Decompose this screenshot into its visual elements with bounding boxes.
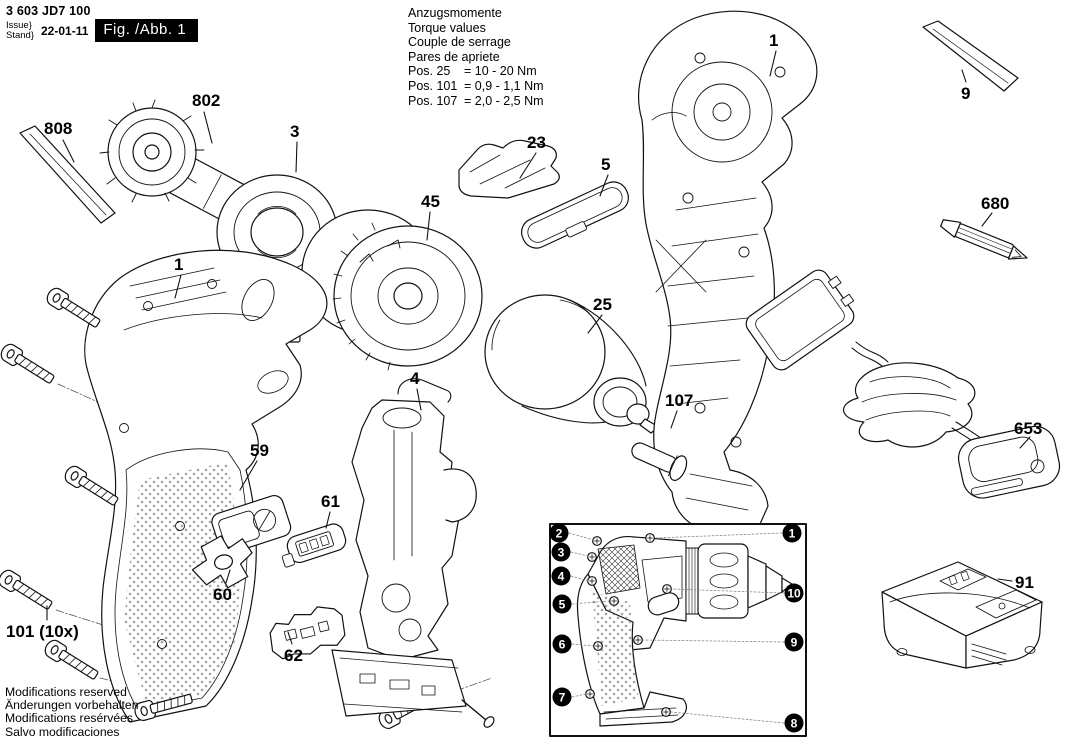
svg-text:4: 4 [557, 569, 565, 584]
figure-badge: Fig. /Abb. 1 [95, 19, 198, 42]
part-label-25: 25 [593, 295, 612, 314]
part-label-62: 62 [284, 646, 303, 665]
part-label-45: 45 [421, 192, 440, 211]
part-label-101: 101 (10x) [6, 622, 79, 641]
issue-date: 22-01-11 [41, 23, 89, 38]
torque-title-en: Torque values [408, 20, 486, 35]
modifications-note: Modifications reserved Änderungen vorbehalten Modifications resérvées Salvo modificaciones [5, 685, 139, 737]
svg-text:10: 10 [787, 586, 801, 601]
part-chuck-25 [485, 295, 659, 433]
part-label-91: 91 [1015, 573, 1034, 592]
callout-4 [552, 567, 571, 586]
part-label-23: 23 [527, 133, 546, 152]
title-block [6, 4, 198, 42]
part-label-59: 59 [250, 441, 269, 460]
part-gearbox-45 [302, 210, 482, 370]
part-label-61: 61 [321, 492, 340, 511]
callout-7 [553, 688, 572, 707]
svg-text:9: 9 [790, 635, 798, 650]
part-label-802: 802 [192, 91, 221, 110]
document-part-number: 3 603 JD7 100 [6, 4, 91, 18]
issue-stand-label: Issue} Stand} [6, 19, 34, 41]
callout-8 [785, 714, 804, 733]
svg-text:6: 6 [558, 637, 566, 652]
part-label-680: 680 [981, 194, 1010, 213]
svg-text:1: 1 [788, 526, 796, 541]
callout-10 [785, 584, 804, 603]
svg-text:2: 2 [555, 526, 563, 541]
torque-title-es: Pares de apriete [408, 49, 500, 64]
part-label-653: 653 [1014, 419, 1043, 438]
part-label-808: 808 [44, 119, 73, 138]
callout-6 [553, 635, 572, 654]
torque-note [408, 6, 544, 108]
svg-text:5: 5 [558, 597, 566, 612]
torque-title-de: Anzugsmomente [408, 6, 502, 20]
callout-2 [550, 524, 569, 543]
part-label-4: 4 [410, 369, 420, 388]
part-label-107: 107 [665, 391, 694, 410]
callout-3 [552, 543, 571, 562]
callout-1 [783, 524, 802, 543]
part-label-5: 5 [601, 155, 611, 174]
torque-entry: Pos. 25 = 10 - 20 Nm [408, 64, 537, 79]
part-chassis-4 [332, 379, 496, 729]
torque-entry: Pos. 107 = 2,0 - 2,5 Nm [408, 93, 544, 108]
torque-entry: Pos. 101 = 0,9 - 1,1 Nm [408, 78, 544, 93]
label-strip-9 [923, 21, 1018, 91]
part-label-3: 3 [290, 122, 300, 141]
part-label-1-right: 1 [769, 31, 779, 50]
label-strip-808 [20, 126, 115, 223]
svg-text:3: 3 [557, 545, 565, 560]
inset-overview-box [550, 524, 807, 737]
svg-text:7: 7 [558, 690, 566, 705]
part-label-9: 9 [961, 84, 971, 103]
part-housing-right-1 [639, 11, 817, 530]
svg-text:8: 8 [790, 716, 798, 731]
part-charger-653 [742, 262, 1063, 501]
part-label-60: 60 [213, 585, 232, 604]
callout-5 [553, 595, 572, 614]
part-label-1-left: 1 [174, 255, 184, 274]
torque-title-fr: Couple de serrage [408, 35, 511, 50]
callout-9 [785, 633, 804, 652]
